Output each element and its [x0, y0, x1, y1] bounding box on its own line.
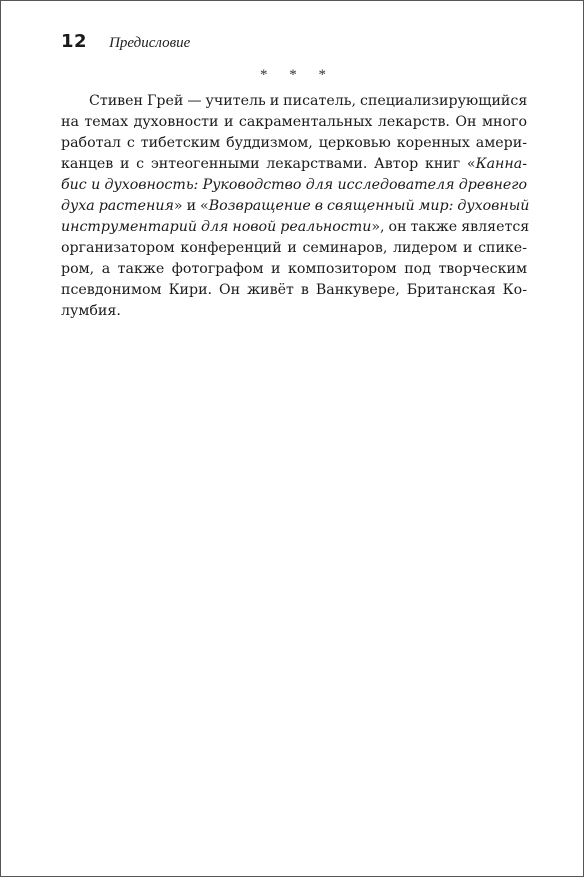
book-title-2-end: инструментарий для новой реальности: [61, 219, 372, 235]
section-break-asterism: * * *: [260, 67, 335, 83]
text-line-2: на темах духовности и сакраментальных лекарств. Он много: [61, 114, 527, 130]
text-line-3: работал с тибетским буддизмом, церковью коренных амери-: [61, 135, 527, 151]
author-bio-paragraph: [61, 91, 530, 322]
book-title-1-start: Канна-: [475, 156, 527, 172]
page-number: 12: [61, 31, 88, 52]
text-line-4: [61, 154, 527, 175]
text-line-10: псевдонимом Кири. Он живёт в Ванкувере, Британская Ко-: [61, 282, 527, 298]
text-line-9: ром, а также фотографом и композитором под творческим: [61, 261, 527, 277]
page-header: [61, 31, 190, 55]
text-line-11: лумбия.: [61, 303, 121, 319]
text-line-4-roman: канцев и с энтеогенными лекарствами. Автор книг «: [61, 156, 476, 172]
text-line-7: [61, 217, 530, 238]
book-title-2-start: Возвращение в священный мир: духовный: [208, 198, 530, 214]
running-head: Предисловие: [109, 35, 191, 51]
book-title-1-end: духа растения: [61, 198, 174, 214]
text-line-7-roman: », он также является: [371, 219, 530, 235]
text-line-1: Стивен Грей — учитель и писатель, специализирующийся: [89, 93, 528, 109]
text-line-6: [61, 196, 530, 217]
text-line-6-roman: » и «: [173, 198, 209, 214]
text-line-8: организатором конференций и семинаров, лидером и спике-: [61, 240, 527, 256]
text-line-5: бис и духовность: Руководство для исследователя древнего: [61, 177, 527, 193]
